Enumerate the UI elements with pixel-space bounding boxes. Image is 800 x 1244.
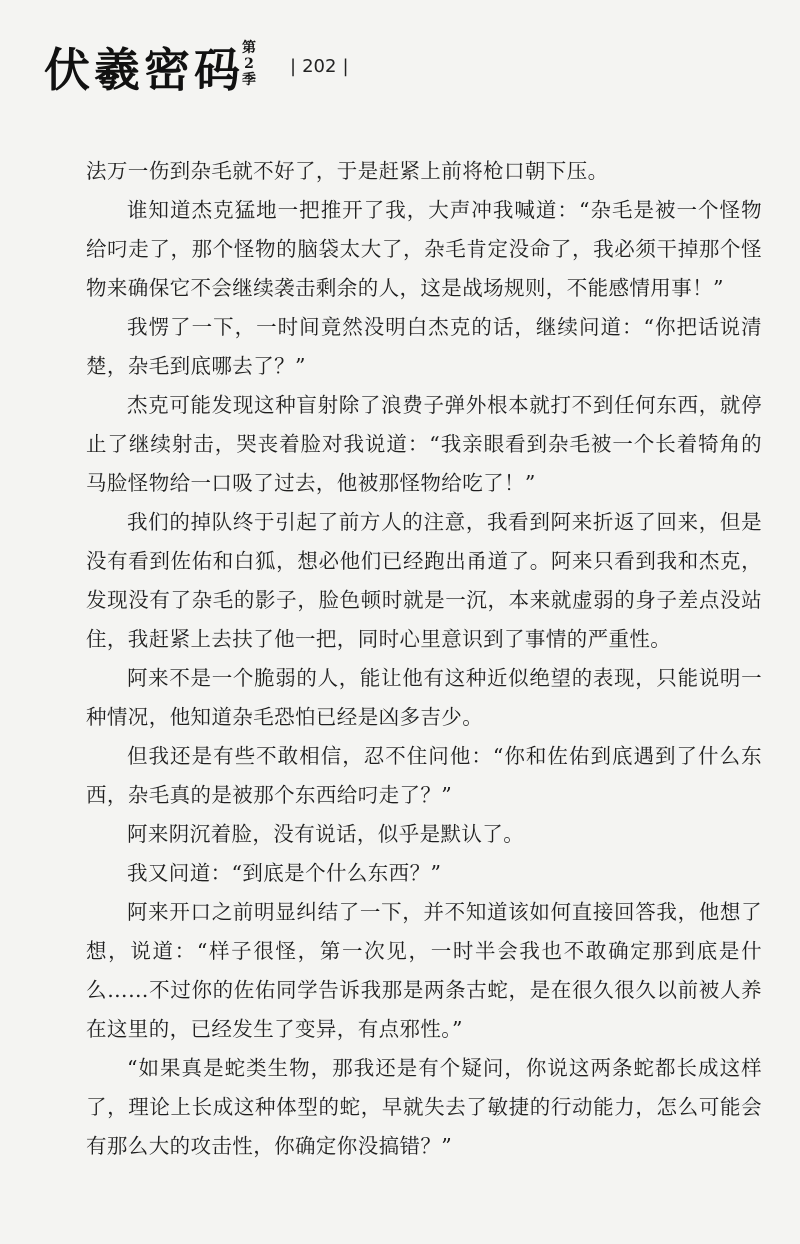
season-marker [240, 40, 258, 88]
page-number-bar-right: | [342, 56, 349, 77]
body-text [86, 152, 762, 1166]
page-number-bar-left: | [290, 56, 297, 77]
page-number-block [284, 56, 355, 77]
paragraph: 但我还是有些不敢相信，忍不住问他：“你和佐佑到底遇到了什么东西，杂毛真的是被那个东西给叼走了？” [86, 744, 762, 807]
paragraph: 法万一伤到杂毛就不好了，于是赶紧上前将枪口朝下压。 [86, 159, 609, 183]
paragraph: 阿来阴沉着脸，没有说话，似乎是默认了。 [127, 822, 525, 846]
paragraph: 我又问道：“到底是个什么东西？” [127, 861, 442, 885]
paragraph: “如果真是蛇类生物，那我还是有个疑问，你说这两条蛇都长成这样了，理论上长成这种体型的蛇，早就失去了敏捷的行动能力，怎么可能会有那么大的攻击性，你确定你没搞错？” [86, 1056, 762, 1158]
paragraph: 我愣了一下，一时间竟然没明白杰克的话，继续问道：“你把话说清楚，杂毛到底哪去了？” [86, 315, 762, 378]
paragraph: 杰克可能发现这种盲射除了浪费子弹外根本就打不到任何东西，就停止了继续射击，哭丧着脸对我说道：“我亲眼看到杂毛被一个长着犄角的马脸怪物给一口吸了过去，他被那怪物给吃了！” [86, 393, 762, 495]
season-char: 2 [244, 56, 254, 72]
paragraph: 我们的掉队终于引起了前方人的注意，我看到阿来折返了回来，但是没有看到佐佑和白狐，想必他们已经跑出甬道了。阿来只看到我和杰克，发现没有了杂毛的影子，脸色顿时就是一沉，本来就虚弱的身子差点没站住，我赶紧上去扶了他一把，同时心里意识到了事情的严重性。 [86, 510, 762, 651]
paragraph: 阿来不是一个脆弱的人，能让他有这种近似绝望的表现，只能说明一种情况，他知道杂毛恐怕已经是凶多吉少。 [86, 666, 762, 729]
book-title: 伏羲密码 [44, 43, 244, 97]
page-number: 202 [302, 56, 337, 77]
paragraph: 谁知道杰克猛地一把推开了我，大声冲我喊道：“杂毛是被一个怪物给叼走了，那个怪物的脑袋太大了，杂毛肯定没命了，我必须干掉那个怪物来确保它不会继续袭击剩余的人，这是战场规则，不能感情用事！” [86, 198, 762, 300]
season-char: 第 [242, 40, 256, 56]
season-char: 季 [242, 72, 256, 88]
paragraph: 阿来开口之前明显纠结了一下，并不知道该如何直接回答我，他想了想，说道：“样子很怪，第一次见，一时半会我也不敢确定那到底是什么……不过你的佐佑同学告诉我那是两条古蛇，是在很久很久以前被人养在这里的，已经发生了变异，有点邪性。” [86, 900, 762, 1041]
